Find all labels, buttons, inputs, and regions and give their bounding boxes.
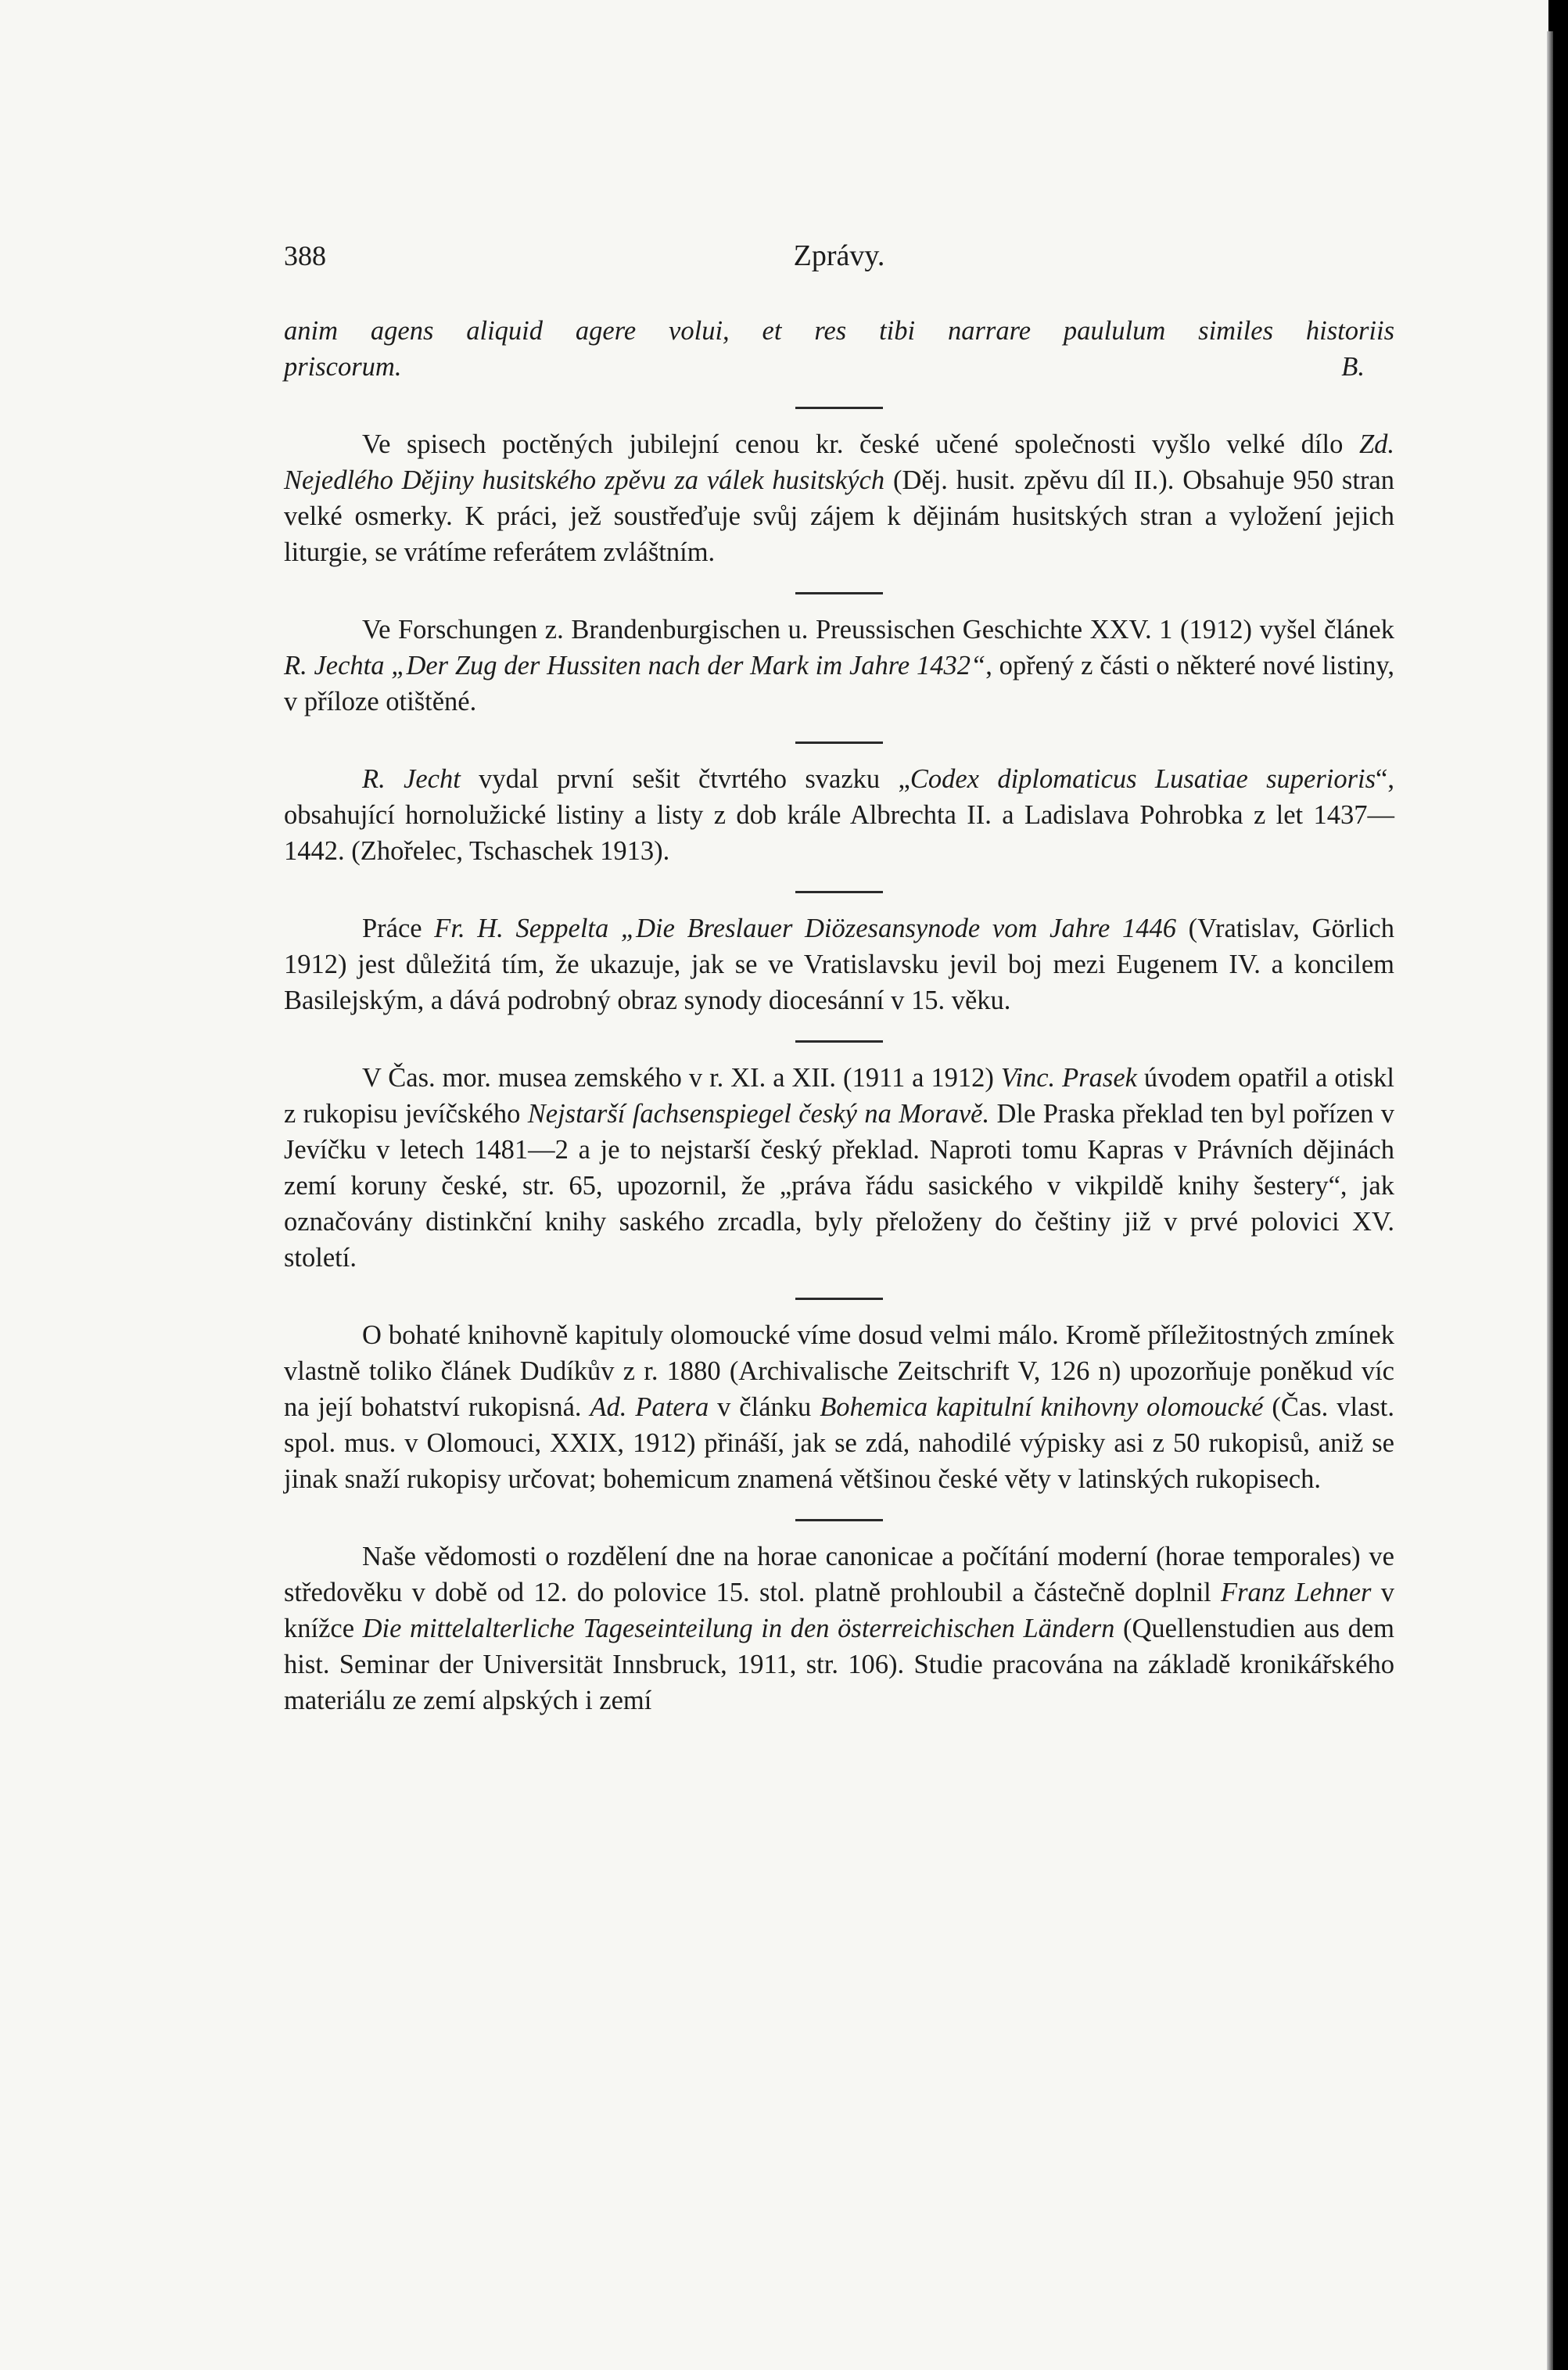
p6-italic-author: Ad. Patera bbox=[590, 1392, 709, 1422]
paragraph-prasek bbox=[284, 1060, 1394, 1276]
intro-line-2 bbox=[284, 349, 1394, 385]
p6-text-end: (Čas. vlast. spol. mus. v Olomouci, XXIX, 1912) přináší, jak se zdá, nahodilé výpisky asi z 50 rukopisů, aniž se jinak snaží rukopisy určovat; bohemicum znamená většinou české věty v latinských rukopisech. bbox=[284, 1392, 1394, 1494]
p7-text-mid: v knížce bbox=[284, 1578, 1395, 1643]
section-divider bbox=[795, 407, 883, 409]
intro-signature: B. bbox=[1341, 352, 1365, 382]
paragraph-nejedly bbox=[284, 426, 1394, 570]
section-divider bbox=[795, 1519, 883, 1521]
intro-line-2-text: priscorum. bbox=[284, 352, 402, 382]
intro-line-1: anim agens aliquid agere volui, et res tibi narrare paululum similes historiis bbox=[284, 316, 1394, 346]
p5-text: V Čas. mor. musea zemského v r. XI. a XII. (1911 a 1912) bbox=[362, 1063, 1001, 1093]
p2-text-end: , opřený z části o některé nové listiny, v příloze otištěné. bbox=[284, 651, 1395, 716]
p7-italic-author: Franz Lehner bbox=[1221, 1578, 1372, 1607]
paragraph-seppelt bbox=[284, 910, 1394, 1018]
section-divider bbox=[795, 1298, 883, 1300]
p5-text-end: Dle Praska překlad ten byl pořízen v Jevíčku v letech 1481—2 a je to nejstarší český překlad. Naproti tomu Kapras v Právních dějinách zemí koruny české, str. 65, upozornil, že „práva řádu sasického v vikpildě knihy šestery“, jak označovány distinkční knihy saského zrcadla, byly přeloženy do češtiny již v prvé polovici XV. století. bbox=[284, 1099, 1394, 1273]
p6-text: O bohaté knihovně kapituly olomoucké víme dosud velmi málo. Kromě příležitostných zmínek vlastně toliko článek Dudíkův z r. 1880 (Archivalische Zeitschrift V, 126 n) upozorňuje poněkud víc na její bohatství rukopisná. bbox=[284, 1320, 1394, 1422]
p5-text-mid: úvodem opatřil a otiskl z rukopisu jevíčského bbox=[284, 1063, 1394, 1129]
p3-italic-author: R. Jecht bbox=[362, 764, 461, 794]
page-content bbox=[284, 232, 1394, 1718]
paragraph-codex bbox=[284, 761, 1394, 869]
paragraph-olomouc bbox=[284, 1317, 1394, 1497]
p6-text-mid: v článku bbox=[709, 1392, 820, 1422]
paragraph-jecht-article bbox=[284, 612, 1394, 720]
p4-text-end: (Vratislav, Görlich 1912) jest důležitá tím, že ukazuje, jak se ve Vratislavsku jevil boj mezi Eugenem IV. a koncilem Basilejským, a dává podrobný obraz synody diocesánní v 15. věku. bbox=[284, 914, 1394, 1015]
p7-text: Naše vědomosti o rozdělení dne na horae canonicae a počítání moderní (horae temporales) ve středověku v době od 12. do polovice 15. stol. platně prohloubil a částečně doplnil bbox=[284, 1542, 1394, 1607]
p1-text: Ve spisech poctěných jubilejní cenou kr. české učené společnosti vyšlo velké dílo bbox=[362, 429, 1359, 459]
paragraph-lehner bbox=[284, 1539, 1394, 1718]
p6-italic-title: Bohemica kapitulní knihovny olomoucké bbox=[820, 1392, 1264, 1422]
section-divider bbox=[795, 891, 883, 893]
p7-italic-title: Die mittelalterliche Tageseinteilung in den österreichischen Ländern bbox=[362, 1614, 1115, 1643]
page-edge bbox=[1547, 31, 1553, 2370]
running-title: Zprávy. bbox=[793, 239, 885, 272]
p4-italic: Fr. H. Seppelta „Die Breslauer Diözesansynode vom Jahre 1446 bbox=[434, 914, 1176, 943]
intro-quote bbox=[284, 313, 1394, 385]
section-divider bbox=[795, 742, 883, 744]
p7-text-end: (Quellenstudien aus dem hist. Seminar der Universität Innsbruck, 1911, str. 106). Studie pracována na základě kronikářského materiálu ze zemí alpských i zemí bbox=[284, 1614, 1394, 1715]
p1-italic: Zd. Nejedlého Dějiny husitského zpěvu za válek husitských bbox=[284, 429, 1394, 495]
p3-italic-title: Codex diplomaticus Lusatiae superioris bbox=[910, 764, 1376, 794]
p3-text-end: “, obsahující hornolužické listiny a listy z dob krále Albrechta II. a Ladislava Pohrobka z let 1437—1442. (Zhořelec, Tschaschek 1913). bbox=[284, 764, 1394, 866]
p2-text: Ve Forschungen z. Brandenburgischen u. Preussischen Geschichte XXV. 1 (1912) vyšel článek bbox=[362, 615, 1394, 645]
p4-text: Práce bbox=[362, 914, 435, 943]
p5-italic-author: Vinc. Prasek bbox=[1000, 1063, 1137, 1093]
section-divider bbox=[795, 1040, 883, 1043]
p5-italic-title: Nejstarší ſachsenspiegel český na Moravě. bbox=[527, 1099, 990, 1129]
p2-italic: R. Jechta „Der Zug der Hussiten nach der Mark im Jahre 1432“ bbox=[284, 651, 986, 680]
page-number: 388 bbox=[284, 240, 326, 271]
page-header bbox=[284, 232, 1394, 282]
p3-text: vydal první sešit čtvrtého svazku „ bbox=[460, 764, 910, 794]
section-divider bbox=[795, 592, 883, 594]
p1-text-end: (Děj. husit. zpěvu díl II.). Obsahuje 950 stran velké osmerky. K práci, jež soustřeďuje svůj zájem k dějinám husitských stran a vyložení jejich liturgie, se vrátíme referátem zvláštním. bbox=[284, 465, 1394, 567]
